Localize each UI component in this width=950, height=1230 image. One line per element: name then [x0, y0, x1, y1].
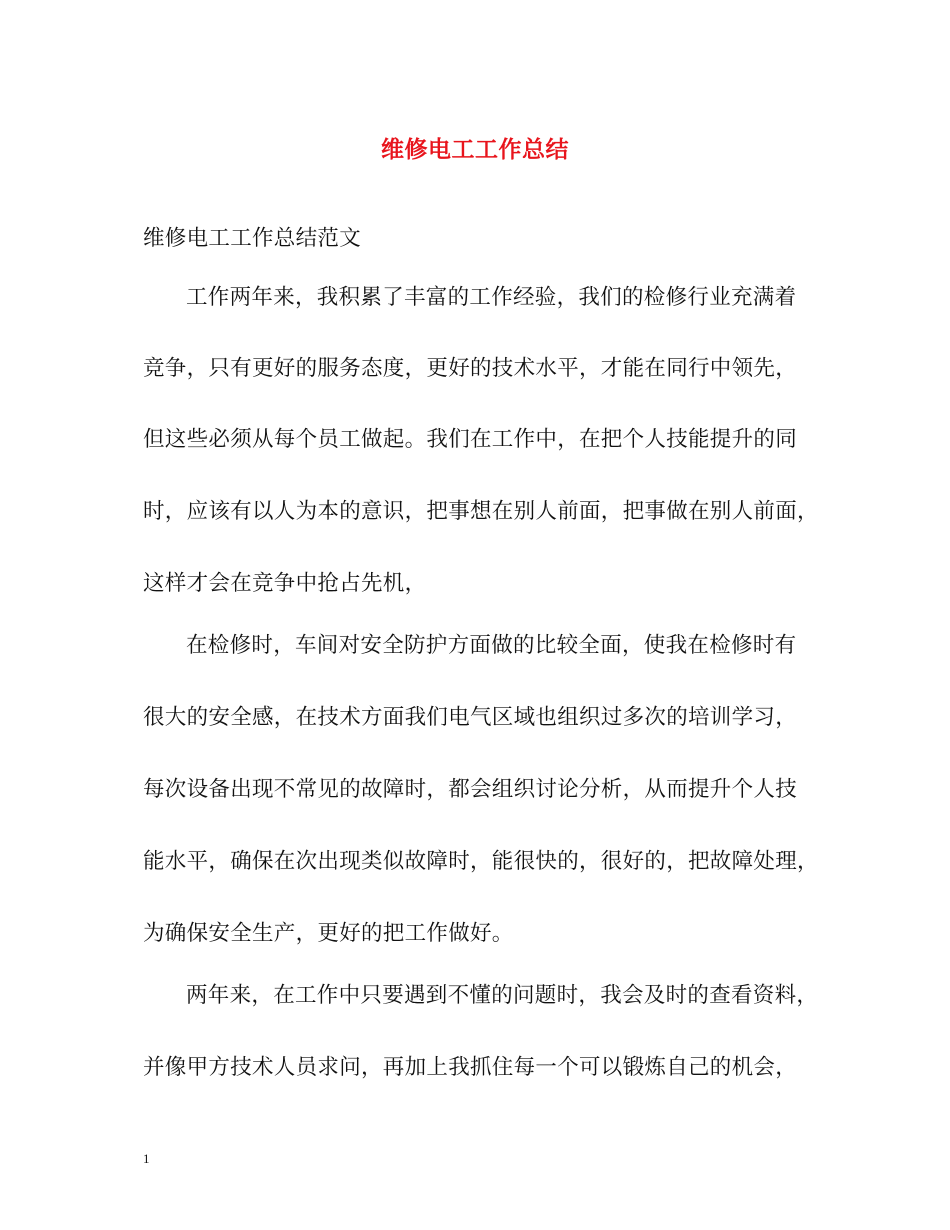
paragraph-line: 每次设备出现不常见的故障时，都会组织讨论分析，从而提升个人技 — [143, 777, 798, 802]
document-subtitle: 维修电工工作总结范文 — [143, 226, 362, 251]
paragraph-line: 工作两年来，我积累了丰富的工作经验，我们的检修行业充满着 — [186, 285, 797, 310]
paragraph-line: 能水平，确保在次出现类似故障时，能很快的，很好的，把故障处理， — [143, 849, 819, 874]
paragraph-line: 两年来，在工作中只要遇到不懂的问题时，我会及时的查看资料， — [186, 983, 819, 1008]
paragraph-line: 但这些必须从每个员工做起。我们在工作中，在把个人技能提升的同 — [143, 427, 798, 452]
page-number: 1 — [143, 1151, 150, 1166]
paragraph-line: 很大的安全感，在技术方面我们电气区域也组织过多次的培训学习， — [143, 705, 798, 730]
paragraph-line: 为确保安全生产，更好的把工作做好。 — [143, 921, 514, 946]
paragraph-line: 并像甲方技术人员求问，再加上我抓住每一个可以锻炼自己的机会， — [143, 1055, 798, 1080]
paragraph-line: 时，应该有以人为本的意识，把事想在别人前面，把事做在别人前面， — [143, 499, 819, 524]
paragraph-line: 竞争，只有更好的服务态度，更好的技术水平，才能在同行中领先， — [143, 356, 798, 381]
paragraph-line: 这样才会在竞争中抢占先机， — [143, 571, 427, 596]
page-title: 维修电工工作总结 — [381, 136, 569, 163]
paragraph-line: 在检修时，车间对安全防护方面做的比较全面，使我在检修时有 — [186, 633, 797, 658]
